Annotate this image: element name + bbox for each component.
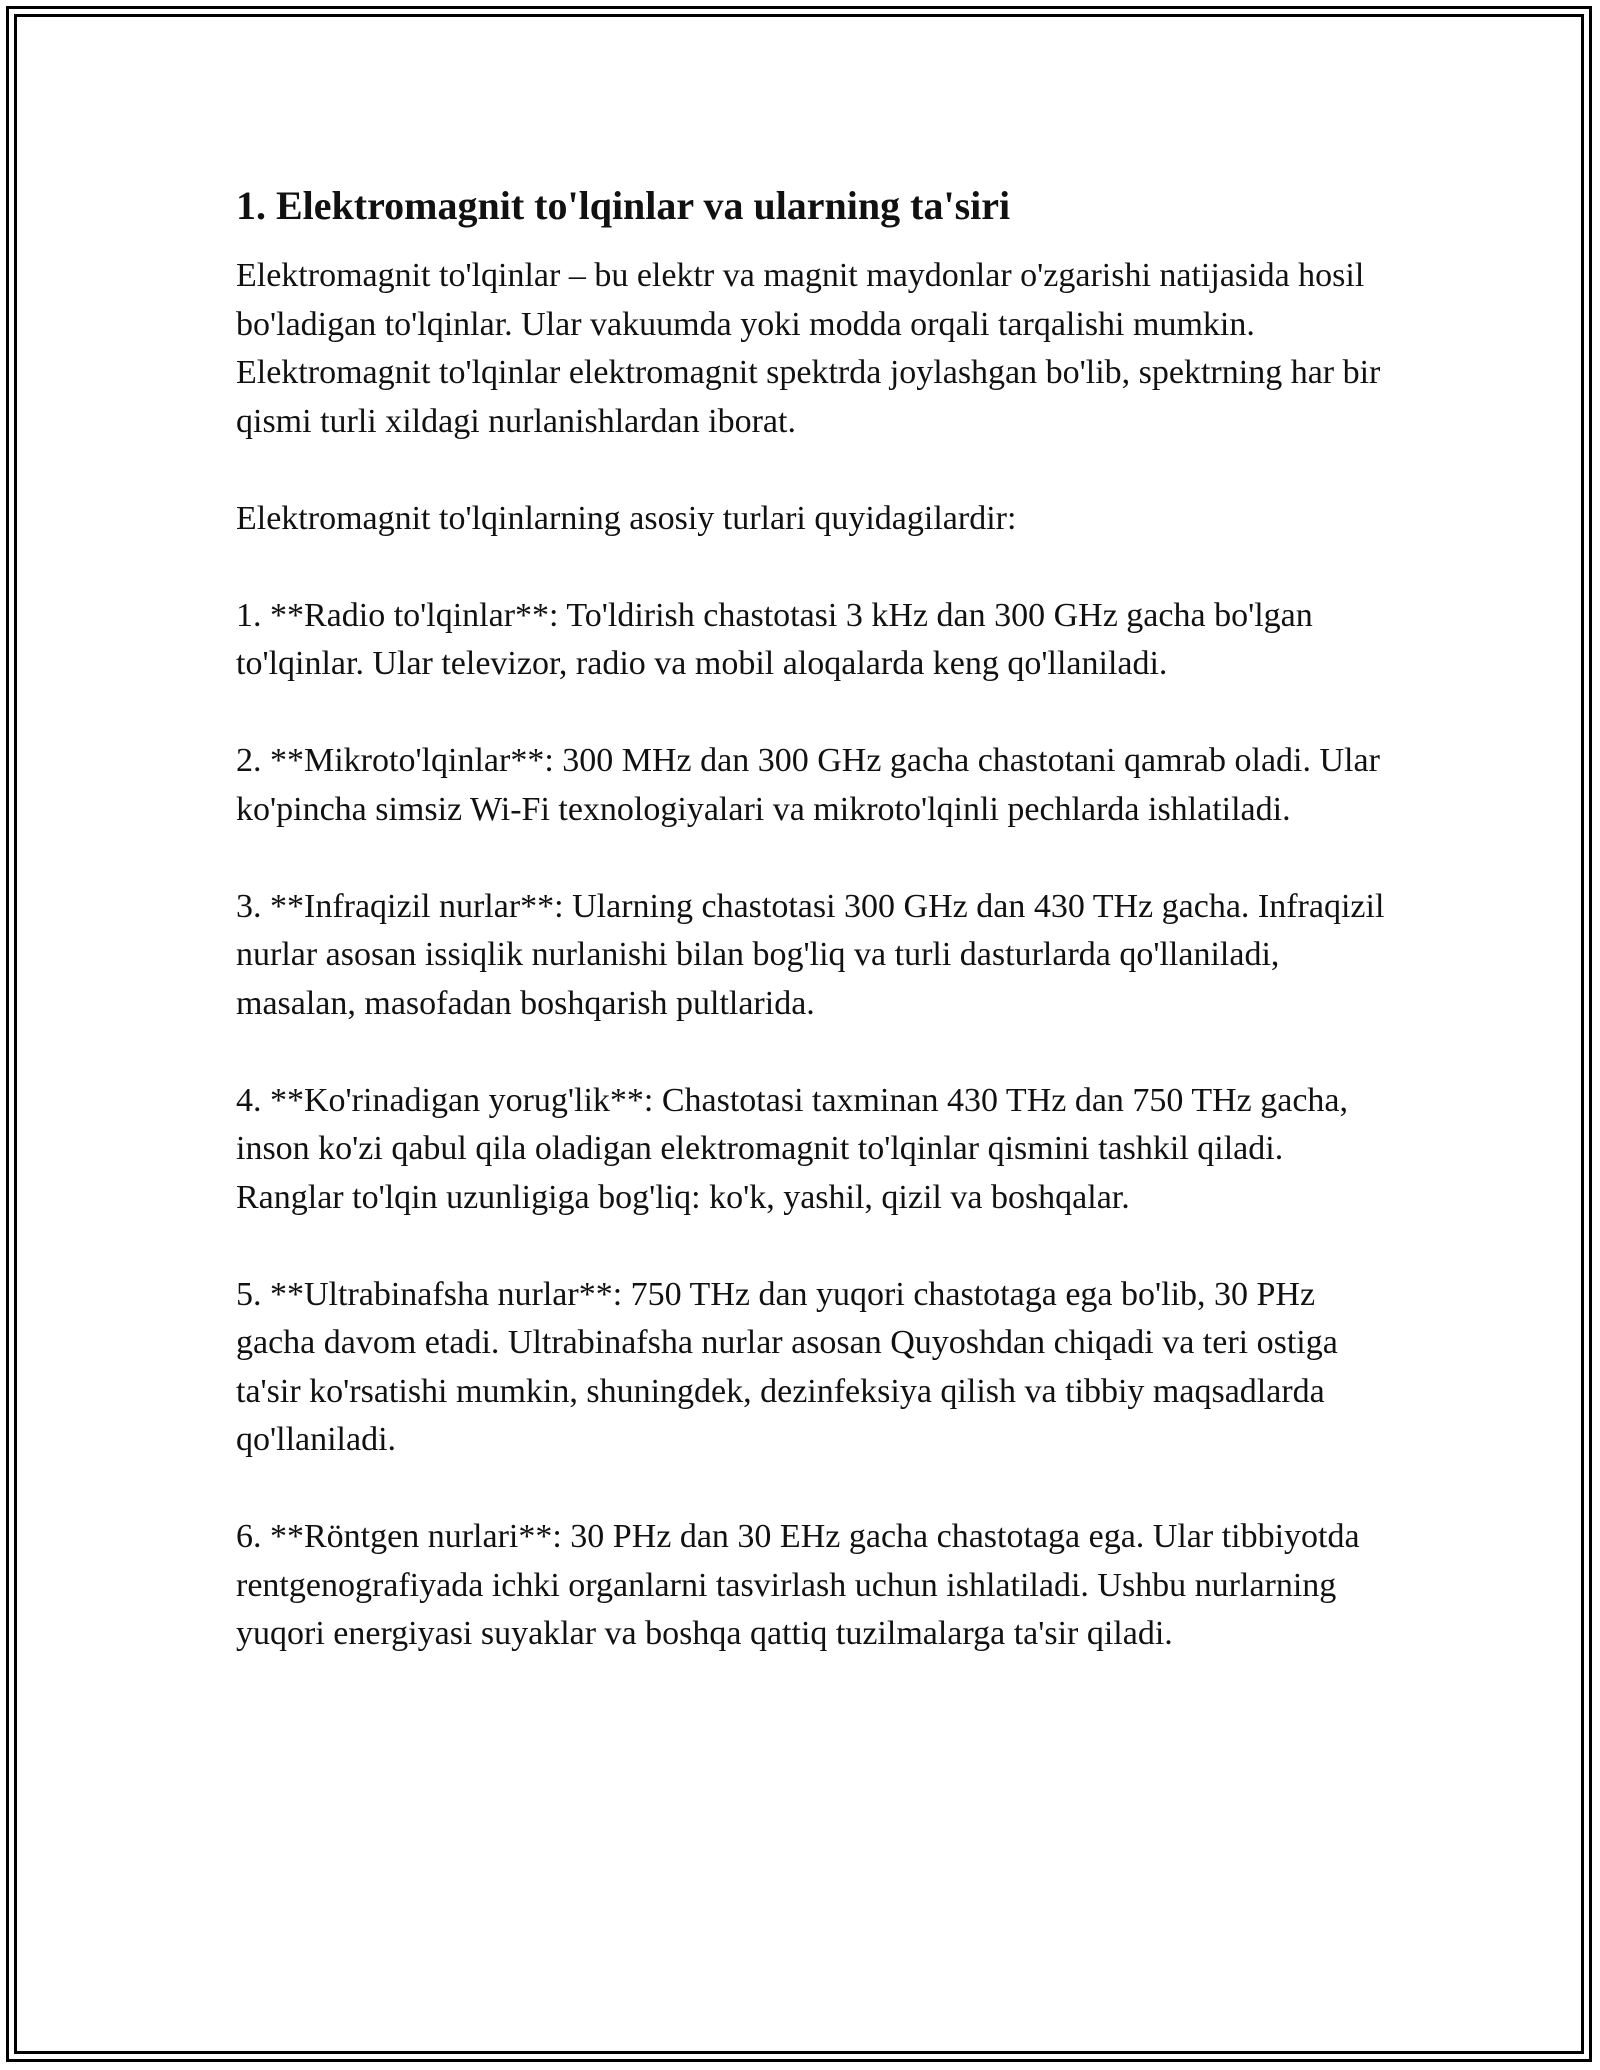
list-item-ultraviolet: 5. **Ultrabinafsha nurlar**: 750 THz dan yuqori chastotaga ega bo'lib, 30 PHz gacha davom etadi. Ultrabinafsha nurlar asosan Quyoshdan chiqadi va teri ostiga ta'sir ko'rsatishi mumkin, shuningdek, dezinfeksiya qilish va tibbiy maqsadlarda qo'llaniladi. — [236, 1275, 1338, 1458]
list-item-visible-light: 4. **Ko'rinadigan yorug'lik**: Chastotasi taxminan 430 THz dan 750 THz gacha, inson ko'zi qabul qila oladigan elektromagnit to'lqinlar qismini tashkil qiladi. Ranglar to'lqin uzunligiga bog'liq: ko'k, yashil, qizil va boshqalar. — [236, 1081, 1349, 1216]
list-item-microwaves: 2. **Mikroto'lqinlar**: 300 MHz dan 300 GHz gacha chastotani qamrab oladi. Ular ko'pincha simsiz Wi-Fi texnologiyalari va mikroto'lqinli pechlarda ishlatiladi. — [236, 742, 1380, 828]
paragraph-types-heading: Elektromagnit to'lqinlarning asosiy turlari quyidagilardir: — [236, 499, 1017, 537]
list-item-x-rays: 6. **Röntgen nurlari**: 30 PHz dan 30 EHz gacha chastotaga ega. Ular tibbiyotda rentgenografiyada ichki organlarni tasvirlash uchun ishlatiladi. Ushbu nurlarning yuqori energiyasi suyaklar va boshqa qattiq tuzilmalarga ta'sir qiladi. — [236, 1518, 1360, 1652]
paragraph-intro: Elektromagnit to'lqinlar – bu elektr va magnit maydonlar o'zgarishi natijasida hosil bo'ladigan to'lqinlar. Ular vakuumda yoki modda orqali tarqalishi mumkin. Elektromagnit to'lqinlar elektromagnit spektrda joylashgan bo'lib, spektrning har bir qismi turli xildagi nurlanishlardan iborat. — [236, 257, 1381, 440]
section-title: 1. Elektromagnit to'lqinlar va ularning ta'siri — [236, 183, 1011, 228]
list-item-infrared: 3. **Infraqizil nurlar**: Ularning chastotasi 300 GHz dan 430 THz gacha. Infraqizil nurlar asosan issiqlik nurlanishi bilan bog'liq va turli dasturlarda qo'llaniladi, masalan, masofadan boshqarish pultlarida. — [236, 887, 1385, 1022]
document-body — [236, 182, 1396, 1659]
list-item-radio-waves: 1. **Radio to'lqinlar**: To'ldirish chastotasi 3 kHz dan 300 GHz gacha bo'lgan to'lqinlar. Ular televizor, radio va mobil aloqalarda keng qo'llaniladi. — [236, 596, 1313, 682]
